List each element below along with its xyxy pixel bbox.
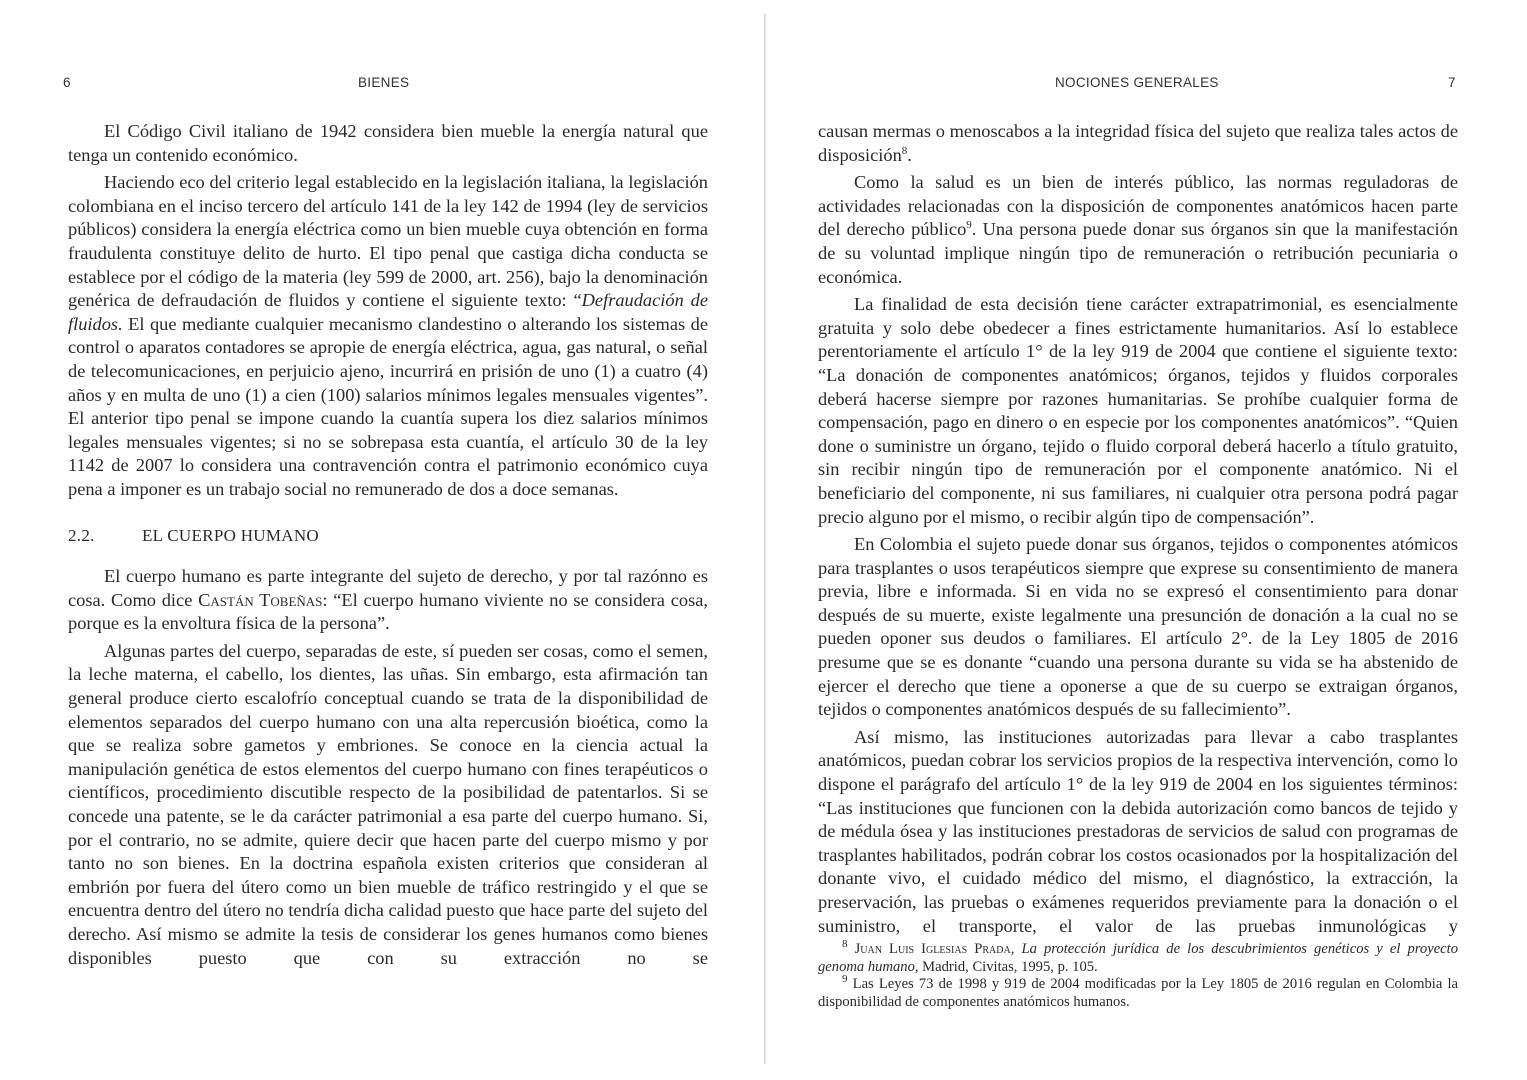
left-body [68,120,708,974]
footnote-author: Juan Luis Iglesias Prada [854,941,1011,957]
footnote-text: Las Leyes 73 de 1998 y 919 de 2004 modificadas por la Ley 1805 de 2016 regulan en Colombia la disponibilidad de componentes anatómicos humanos. [818,976,1458,1010]
footnote-text: Madrid, Civitas, 1995, p. 105. [918,958,1098,975]
page-number: 7 [1448,75,1456,90]
running-head: NOCIONES GENERALES [1055,75,1219,90]
paragraph [68,565,708,636]
footnote-mark: 8 [842,938,848,951]
text: Como la salud es un bien de interés público, las normas reguladoras de actividades relacionadas con la disposición de componentes anatómicos hacen parte del derecho público [818,172,1458,240]
text: El que mediante cualquier mecanismo clandestino o alterando los sistemas de control o aparatos contadores se apropie de energía eléctrica, agua, gas natural, o señal de telecomunicaciones, en perjuicio ajeno, incurrirá en prisión de uno (1) a cuatro (4) años y en multa de uno (1) a cien (100) salarios mínimos legales mensuales vigentes”. El anterior tipo penal se impone cuando la cuantía supera los diez salarios mínimos legales mensuales vigentes; si no se sobrepasa esta cuantía, el artículo 30 de la ley 1142 de 2007 lo considera una contravención contra el patrimonio económico cuya pena a imponer es un trabajo social no remunerado de dos a doce semanas. [68,313,708,499]
text: : “El cuerpo humano viviente no se considera cosa, porque es la envoltura física de la persona”. [68,589,708,634]
section-title: EL CUERPO HUMANO [142,525,320,545]
footnote-title: La protección jurídica de los descubrimientos genéticos y el proyecto genoma humano, [818,941,1458,975]
text: . [907,144,912,165]
paragraph: El Código Civil italiano de 1942 considera bien mueble la energía natural que tenga un contenido económico. [68,121,708,165]
paragraph [68,171,708,501]
section-heading [68,524,708,548]
text: . Una persona puede donar sus órganos sin que la manifestación de su voluntad implique ningún tipo de remuneración o retribución pecuniaria o económica. [818,219,1458,287]
paragraph: En Colombia el sujeto puede donar sus órganos, tejidos o componentes atómicos para trasplantes o usos terapéuticos siempre que exprese su consentimiento de manera previa, libre e informada. Si en vida no se expresó el consentimiento para donar después de su muerte, existe legalmente una presunción de donación a la cual no se pueden oponer sus deudos o familiares. El artículo 2°. de la Ley 1805 de 2016 presume que se es donante “cuando una persona durante su vida se ha abstenido de ejercer el derecho que tiene a oponerse a que de su cuerpo se extraigan órganos, tejidos o componentes anatómicos después de su fallecimiento”. [818,534,1458,720]
text: El cuerpo humano es parte integrante del sujeto de derecho, y por tal razónno es cosa. Como dice [68,566,708,610]
right-body [818,120,1458,942]
footnote [818,973,1458,1011]
footnote: $^8$ Juan Luis Iglesias Prada, La protección jurídica de los descubrimientos genéticos y el proyecto genoma humano, Madrid, Civitas, 1995, p. 105. [818,938,1458,975]
paragraph: Algunas partes del cuerpo, separadas de este, sí pueden ser cosas, como el semen, la leche materna, el cabello, los dientes, las uñas. Sin embargo, esta afirmación tan general produce cierto escalofrío conceptual cuando se trata de la disponibilidad de elementos separados del cuerpo humano con una alta repercusión bioética, como la que se realiza sobre gametos y embriones. Se conoce en la ciencia actual la manipulación genética de estos elementos del cuerpo humano con fines terapéuticos o científicos, procedimiento discutible respecto de la posibilidad de patentarlos. Si se concede una patente, se le da carácter patrimonial a esa parte del cuerpo humano. Si, por el contrario, no se admite, quiere decir que hacen parte del cuerpo mismo y por tanto no son bienes. En la doctrina española existen criterios que consideran al embrión por fuera del útero como un bien mueble de tráfico restringido y el que se encuentra dentro del útero no tendría dicha calidad puesto que hace parte del sujeto del derecho. Así mismo se admite la tesis de considerar los genes humanos como bienes disponibles puesto que con su extracción no se [68,640,708,968]
footnote-ref: 8 [901,144,908,157]
page-number: 6 [63,75,71,90]
text: Haciendo eco del criterio legal establecido en la legislación italiana, la legislación colombiana en el inciso tercero del artículo 141 de la ley 142 de 1994 (ley de servicios públicos) considera la energía eléctrica como un bien mueble cuya obtención en forma fraudulenta constituye delito de hurto. El tipo penal que castiga dicha conducta se establece por el código de la materia (ley 599 de 2000, art. 256), bajo la denominación genérica de defraudación de fluidos y contiene el siguiente texto: “ [68,172,708,311]
paragraph: Así mismo, las instituciones autorizadas para llevar a cabo trasplantes anatómicos, puedan cobrar los servicios propios de la respectiva intervención, como lo dispone el parágrafo del artículo 1° de la ley 919 de 2004 en los siguientes términos: “Las instituciones que funcionen con la debida autorización como bancos de tejido y de médula ósea y las instituciones prestadoras de servicios de salud con programas de trasplantes habilitados, podrán cobrar los costos ocasionados por la hospitalización del donante vivo, el cuidado médico del mismo, el diagnóstico, la extracción, la preservación, las pruebas o exámenes requeridos previamente para la donación o el suministro, el transporte, el valor de las pruebas inmunológicas y [818,726,1458,936]
paragraph: La finalidad de esta decisión tiene carácter extrapatrimonial, es esencialmente gratuita y solo debe obedecer a fines estrictamente humanitarios. Así lo establece perentoriamente el artículo 1° de la ley 919 de 2004 que contiene el siguiente texto: “La donación de componentes anatómicos; órganos, tejidos y fluidos corporales deberá hacerse siempre por razones humanitarias. Se prohíbe cualquier forma de compensación, pago en dinero o en especie por los componentes anatómicos”. “Quien done o suministre un órgano, tejido o fluido corporal deberá hacerlo a título gratuito, sin recibir ningún tipo de remuneración por el componente anatómico. Ni el beneficiario del componente, ni sus familiares, ni cualquier otra persona podrá pagar precio alguno por el mismo, o recibir algún tipo de compensación”. [818,294,1458,527]
footnote-ref: 9 [966,219,972,232]
paragraph [818,120,1458,167]
italic-term: Defraudación de fluidos. [68,290,708,334]
text: causan mermas o menoscabos a la integridad física del sujeto que realiza tales actos de disposición [818,121,1458,165]
footnote-mark: 9 [842,973,848,986]
section-number: 2.2. [68,525,95,545]
paragraph [818,171,1458,289]
footnotes [818,938,1458,1011]
author-name: Castán Tobeñas [198,589,323,610]
running-head: BIENES [358,75,410,90]
page-gutter [764,14,766,1064]
